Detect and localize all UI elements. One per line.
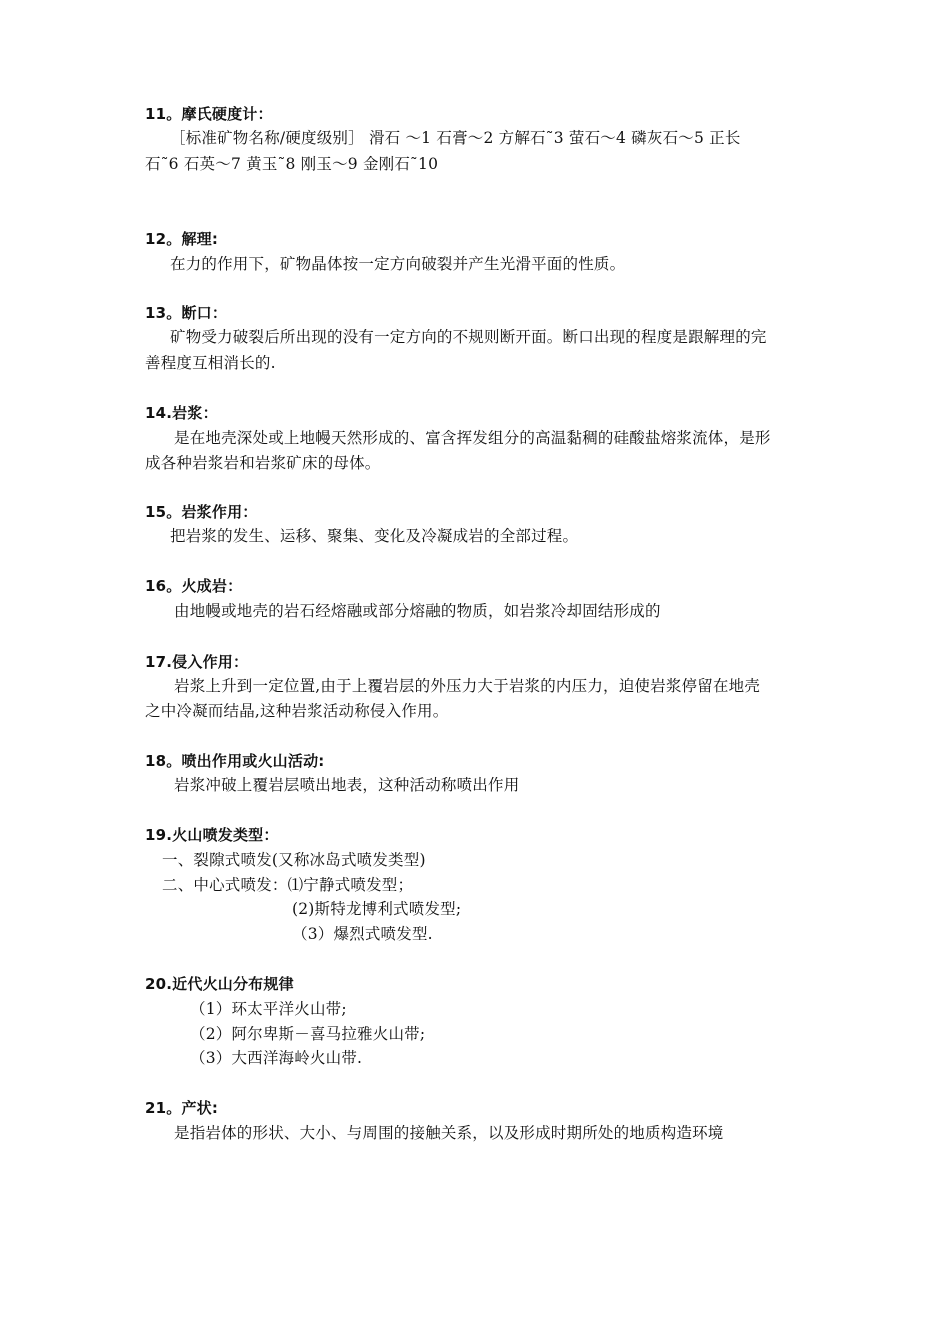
section-body-line: 善程度互相消长的.	[145, 354, 276, 372]
section-heading-15: 15。岩浆作用：	[145, 503, 258, 521]
section-heading-21: 21。产状:	[145, 1099, 219, 1117]
section-body-line: 石˜6 石英～7 黄玉˜8 刚玉～9 金刚石˜10	[145, 155, 439, 173]
section-body-line: 岩浆上升到一定位置,由于上覆岩层的外压力大于岩浆的内压力，迫使岩浆停留在地壳	[174, 677, 761, 695]
section-heading-11: 11。摩氏硬度计：	[145, 105, 273, 123]
section-body-line: 成各种岩浆岩和岩浆矿床的母体。	[145, 454, 381, 472]
section-body-line: 是指岩体的形状、大小、与周围的接触关系，以及形成时期所处的地质构造环境	[174, 1124, 724, 1142]
list-item: (2)斯特龙博利式喷发型;	[292, 900, 462, 918]
section-body-line: 把岩浆的发生、运移、聚集、变化及冷凝成岩的全部过程。	[170, 527, 579, 545]
section-body-line: 矿物受力破裂后所出现的没有一定方向的不规则断开面。断口出现的程度是跟解理的完	[170, 328, 767, 346]
section-body-line: 之中冷凝而结晶,这种岩浆活动称侵入作用。	[145, 702, 449, 720]
list-item: （3）爆烈式喷发型.	[292, 925, 433, 943]
section-heading-12: 12。解理:	[145, 230, 219, 248]
list-item: 一、裂隙式喷发(又称冰岛式喷发类型)	[162, 851, 426, 869]
section-heading-19: 19.火山喷发类型：	[145, 826, 279, 844]
section-heading-17: 17.侵入作用：	[145, 653, 249, 671]
section-heading-14: 14.岩浆：	[145, 404, 218, 422]
list-item: 二、中心式喷发：⑴宁静式喷发型；	[162, 876, 414, 894]
section-body-line: 由地幔或地壳的岩石经熔融或部分熔融的物质，如岩浆冷却固结形成的	[174, 602, 661, 620]
section-heading-20: 20.近代火山分布规律	[145, 975, 294, 993]
section-body-line: 是在地壳深处或上地幔天然形成的、富含挥发组分的高温黏稠的硅酸盐熔浆流体，是形	[174, 429, 771, 447]
section-body-line: ［标准矿物名称/硬度级别］ 滑石 ～1 石膏～2 方解石˜3 萤石～4 磷灰石～5 正长	[170, 129, 741, 147]
section-heading-18: 18。喷出作用或火山活动:	[145, 752, 325, 770]
section-heading-13: 13。断口：	[145, 304, 228, 322]
list-item: （2）阿尔卑斯－喜马拉雅火山带;	[190, 1025, 426, 1043]
section-body-line: 在力的作用下，矿物晶体按一定方向破裂并产生光滑平面的性质。	[170, 255, 626, 273]
list-item: （3）大西洋海岭火山带.	[190, 1049, 363, 1067]
list-item: （1）环太平洋火山带;	[190, 1000, 347, 1018]
section-body-line: 岩浆冲破上覆岩层喷出地表，这种活动称喷出作用	[174, 776, 520, 794]
section-heading-16: 16。火成岩：	[145, 577, 243, 595]
